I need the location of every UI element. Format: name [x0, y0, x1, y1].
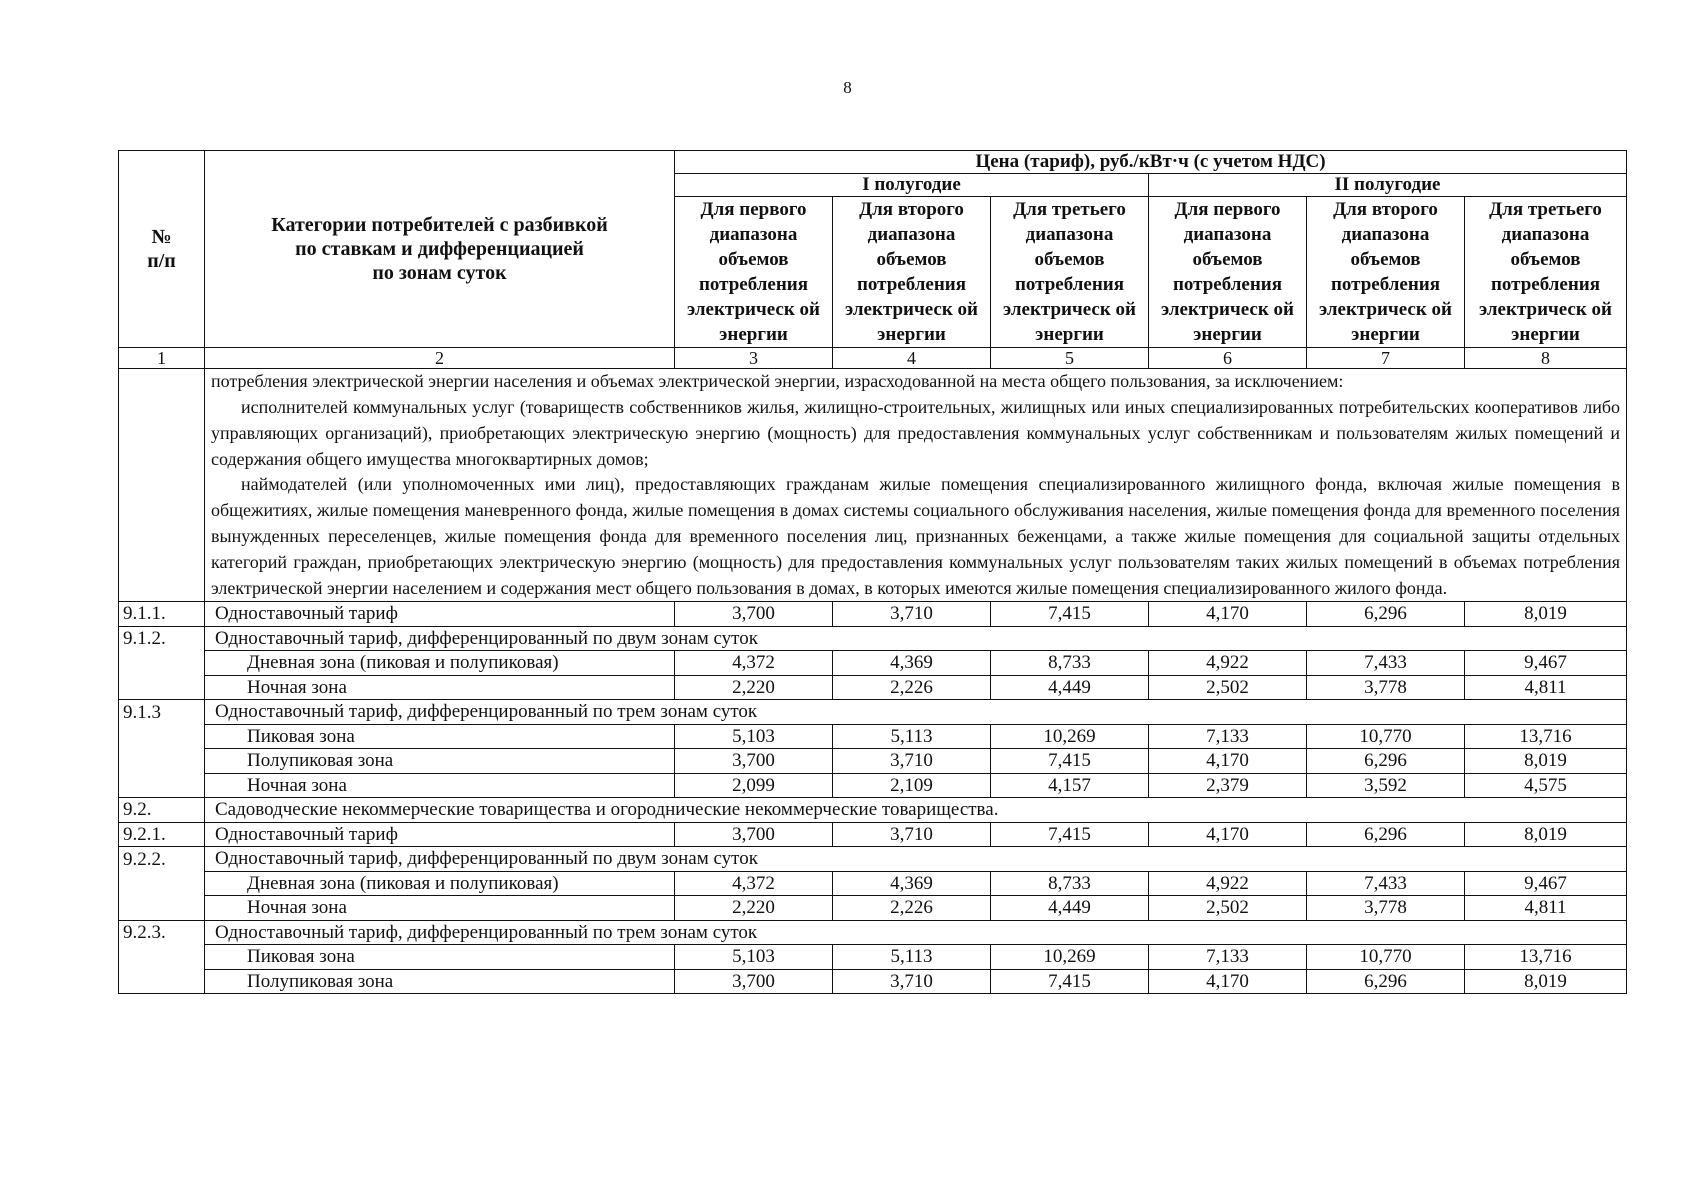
- header-half-2: II полугодие: [1149, 174, 1627, 197]
- row-value-col-5: 7,415: [991, 822, 1149, 847]
- row-value-col-5: 10,269: [991, 945, 1149, 970]
- table-row: [119, 822, 1627, 847]
- row-value-col-7: 3,778: [1307, 675, 1465, 700]
- header-range-5: Для второго диапазона объемов потребления электрическ ой энергии: [1307, 197, 1465, 348]
- row-value-col-4: 4,369: [833, 651, 991, 676]
- row-value-col-3: 3,700: [675, 822, 833, 847]
- row-label: Одноставочный тариф, дифференцированный по двум зонам суток: [205, 626, 1627, 651]
- row-label: Ночная зона: [205, 773, 675, 798]
- row-value-col-5: 10,269: [991, 724, 1149, 749]
- row-value-col-6: 4,922: [1149, 651, 1307, 676]
- column-number-3: 3: [675, 348, 833, 369]
- row-value-col-3: 4,372: [675, 871, 833, 896]
- row-value-col-4: 3,710: [833, 822, 991, 847]
- row-value-col-4: 2,109: [833, 773, 991, 798]
- row-value-col-8: 13,716: [1465, 724, 1627, 749]
- header-range-2: Для второго диапазона объемов потребления электрическ ой энергии: [833, 197, 991, 348]
- row-value-col-3: 5,103: [675, 724, 833, 749]
- header-range-4: Для первого диапазона объемов потребления электрическ ой энергии: [1149, 197, 1307, 348]
- row-value-col-6: 4,170: [1149, 822, 1307, 847]
- row-value-col-7: 7,433: [1307, 651, 1465, 676]
- table-row: [119, 969, 1627, 994]
- tariff-table: [118, 150, 1627, 994]
- row-value-col-3: 4,372: [675, 651, 833, 676]
- row-number: 9.1.3: [119, 700, 205, 725]
- description-cell: [205, 369, 1627, 602]
- row-number: 9.2.3.: [119, 920, 205, 945]
- table-row: [119, 945, 1627, 970]
- row-number: [119, 675, 205, 700]
- row-value-col-4: 2,226: [833, 896, 991, 921]
- table-row: [119, 749, 1627, 774]
- row-value-col-5: 4,449: [991, 675, 1149, 700]
- row-number: [119, 896, 205, 921]
- description-p2: исполнителей коммунальных услуг (товариществ собственников жилья, жилищно-строительных, жилищных или иных специализированных потребительских кооперативов либо управляющих организаций), приобретающих электрическую энергию (мощность) для предоставления коммунальных услуг собственникам и пользователям жилых помещений и содержания общего имущества многоквартирных домов;: [211, 396, 1621, 469]
- row-value-col-5: 8,733: [991, 871, 1149, 896]
- row-number: [119, 945, 205, 970]
- table-header: [119, 151, 1627, 369]
- row-value-col-4: 3,710: [833, 602, 991, 627]
- row-value-col-5: 4,157: [991, 773, 1149, 798]
- column-number-2: 2: [205, 348, 675, 369]
- row-label: Одноставочный тариф, дифференцированный по трем зонам суток: [205, 700, 1627, 725]
- column-number-8: 8: [1465, 348, 1627, 369]
- column-number-1: 1: [119, 348, 205, 369]
- row-value-col-7: 7,433: [1307, 871, 1465, 896]
- row-label: Дневная зона (пиковая и полупиковая): [205, 651, 675, 676]
- row-number: [119, 651, 205, 676]
- row-value-col-3: 5,103: [675, 945, 833, 970]
- header-category: Категории потребителей с разбивкой по ставкам и дифференциацией по зонам суток: [205, 151, 675, 348]
- row-number: 9.2.2.: [119, 847, 205, 872]
- row-label: Одноставочный тариф: [205, 602, 675, 627]
- row-value-col-6: 7,133: [1149, 724, 1307, 749]
- row-value-col-7: 10,770: [1307, 724, 1465, 749]
- column-number-6: 6: [1149, 348, 1307, 369]
- table-row: [119, 847, 1627, 872]
- row-label: Садоводческие некоммерческие товарищества и огороднические некоммерческие товарищества.: [205, 798, 1627, 823]
- row-label: Одноставочный тариф, дифференцированный по двум зонам суток: [205, 847, 1627, 872]
- row-label: Пиковая зона: [205, 724, 675, 749]
- row-label: Одноставочный тариф, дифференцированный по трем зонам суток: [205, 920, 1627, 945]
- table-row: [119, 602, 1627, 627]
- row-value-col-3: 2,220: [675, 675, 833, 700]
- row-number: 9.1.2.: [119, 626, 205, 651]
- column-number-7: 7: [1307, 348, 1465, 369]
- description-p3: наймодателей (или уполномоченных ими лиц), предоставляющих гражданам жилые помещения специализированного жилищного фонда, включая жилые помещения в общежитиях, жилые помещения маневренного фонда, жилые помещения в домах системы социального обслуживания населения, жилые помещения фонда для временного поселения вынужденных переселенцев, жилые помещения фонда для временного поселения лиц, признанных беженцами, а также жилые помещения для социальной защиты отдельных категорий граждан, приобретающих электрическую энергию (мощность) для предоставления коммунальных услуг пользователям таких жилых помещений в объемах потребления электрической энергии населением и содержания мест общего пользования в домах, в которых имеются жилые помещения специализированного жилого фонда.: [211, 474, 1621, 598]
- column-number-4: 4: [833, 348, 991, 369]
- header-range-6: Для третьего диапазона объемов потребления электрическ ой энергии: [1465, 197, 1627, 348]
- row-label: Одноставочный тариф: [205, 822, 675, 847]
- row-value-col-6: 4,170: [1149, 969, 1307, 994]
- row-value-col-6: 2,502: [1149, 675, 1307, 700]
- row-number: [119, 749, 205, 774]
- row-number: [119, 773, 205, 798]
- table-row: [119, 896, 1627, 921]
- header-half-1: I полугодие: [675, 174, 1149, 197]
- row-number: 9.1.1.: [119, 602, 205, 627]
- header-price-title: Цена (тариф), руб./кВт·ч (с учетом НДС): [675, 151, 1627, 174]
- row-value-col-8: 4,811: [1465, 675, 1627, 700]
- row-value-col-7: 6,296: [1307, 969, 1465, 994]
- row-label: Ночная зона: [205, 675, 675, 700]
- header-range-1: Для первого диапазона объемов потребления электрическ ой энергии: [675, 197, 833, 348]
- row-value-col-4: 3,710: [833, 969, 991, 994]
- row-value-col-8: 13,716: [1465, 945, 1627, 970]
- header-num: № п/п: [119, 151, 205, 348]
- table-row: [119, 675, 1627, 700]
- table-row: [119, 626, 1627, 651]
- row-value-col-7: 6,296: [1307, 749, 1465, 774]
- row-value-col-4: 5,113: [833, 945, 991, 970]
- row-value-col-3: 3,700: [675, 602, 833, 627]
- row-value-col-6: 4,170: [1149, 602, 1307, 627]
- row-label: Полупиковая зона: [205, 749, 675, 774]
- row-value-col-8: 4,575: [1465, 773, 1627, 798]
- row-value-col-8: 8,019: [1465, 969, 1627, 994]
- row-value-col-8: 8,019: [1465, 822, 1627, 847]
- row-value-col-7: 6,296: [1307, 822, 1465, 847]
- page-number: 8: [843, 78, 852, 97]
- row-value-col-6: 2,379: [1149, 773, 1307, 798]
- row-value-col-5: 8,733: [991, 651, 1149, 676]
- row-value-col-6: 2,502: [1149, 896, 1307, 921]
- row-value-col-6: 4,922: [1149, 871, 1307, 896]
- column-number-5: 5: [991, 348, 1149, 369]
- table-row: [119, 798, 1627, 823]
- header-range-3: Для третьего диапазона объемов потребления электрическ ой энергии: [991, 197, 1149, 348]
- row-value-col-8: 4,811: [1465, 896, 1627, 921]
- row-number: 9.2.: [119, 798, 205, 823]
- description-num-cell: [119, 369, 205, 602]
- row-value-col-4: 5,113: [833, 724, 991, 749]
- row-value-col-5: 7,415: [991, 602, 1149, 627]
- description-p1: потребления электрической энергии населения и объемах электрической энергии, израсходованной на места общего пользования, за исключением:: [211, 371, 1344, 392]
- table-row: [119, 651, 1627, 676]
- row-value-col-3: 2,220: [675, 896, 833, 921]
- row-value-col-4: 2,226: [833, 675, 991, 700]
- row-value-col-4: 3,710: [833, 749, 991, 774]
- row-number: [119, 969, 205, 994]
- row-number: [119, 724, 205, 749]
- table-row: [119, 773, 1627, 798]
- row-value-col-3: 3,700: [675, 969, 833, 994]
- row-value-col-8: 8,019: [1465, 749, 1627, 774]
- row-value-col-5: 7,415: [991, 969, 1149, 994]
- row-value-col-7: 3,778: [1307, 896, 1465, 921]
- row-label: Полупиковая зона: [205, 969, 675, 994]
- row-label: Ночная зона: [205, 896, 675, 921]
- table-row: [119, 700, 1627, 725]
- row-number: 9.2.1.: [119, 822, 205, 847]
- row-value-col-5: 4,449: [991, 896, 1149, 921]
- row-value-col-7: 10,770: [1307, 945, 1465, 970]
- row-value-col-6: 7,133: [1149, 945, 1307, 970]
- table-body: [119, 369, 1627, 994]
- row-value-col-8: 9,467: [1465, 651, 1627, 676]
- row-value-col-8: 9,467: [1465, 871, 1627, 896]
- row-number: [119, 871, 205, 896]
- row-value-col-3: 3,700: [675, 749, 833, 774]
- row-value-col-7: 6,296: [1307, 602, 1465, 627]
- table-row: [119, 724, 1627, 749]
- row-value-col-5: 7,415: [991, 749, 1149, 774]
- row-value-col-3: 2,099: [675, 773, 833, 798]
- row-value-col-6: 4,170: [1149, 749, 1307, 774]
- table-row: [119, 920, 1627, 945]
- row-value-col-7: 3,592: [1307, 773, 1465, 798]
- row-label: Дневная зона (пиковая и полупиковая): [205, 871, 675, 896]
- row-value-col-4: 4,369: [833, 871, 991, 896]
- table-row: [119, 871, 1627, 896]
- row-value-col-8: 8,019: [1465, 602, 1627, 627]
- row-label: Пиковая зона: [205, 945, 675, 970]
